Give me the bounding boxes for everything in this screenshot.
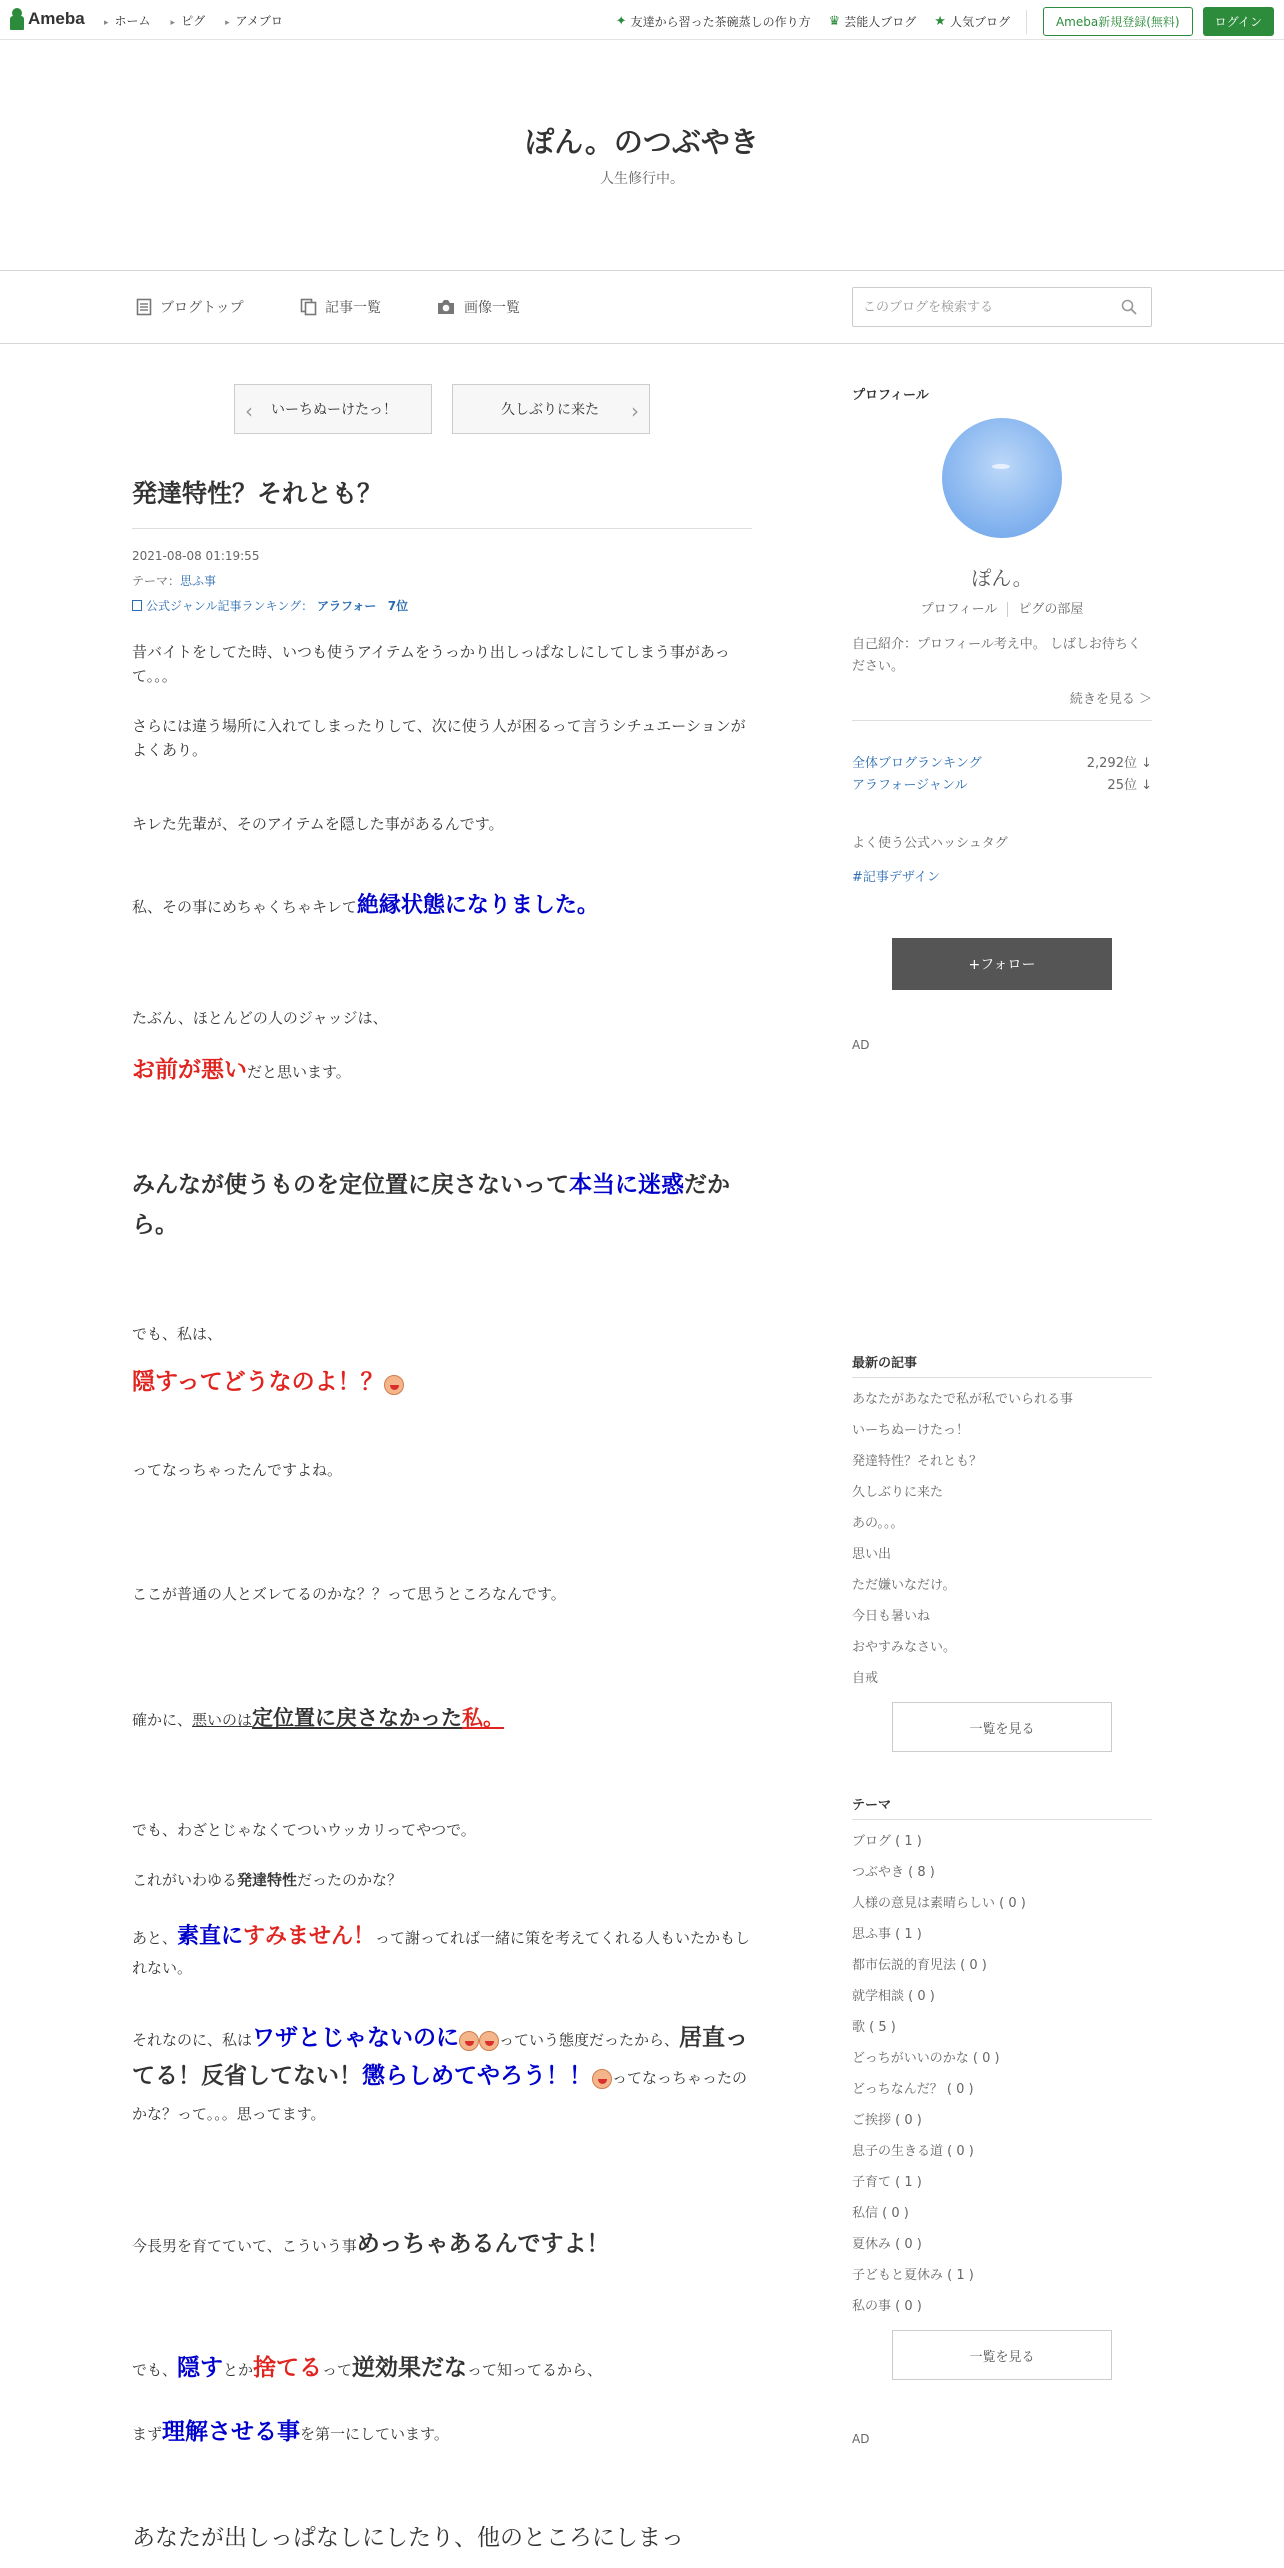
popular-blog-link[interactable] — [934, 13, 1010, 30]
emphasis: お前が悪い — [132, 1057, 247, 1083]
list-item[interactable]: 自戒 — [852, 1671, 879, 1686]
paragraph — [132, 894, 752, 919]
list-item[interactable]: 私の事 ( 0 ) — [852, 2299, 922, 2314]
global-header — [0, 0, 1284, 40]
text: あと、 — [132, 1929, 178, 1947]
follow-button[interactable]: +フォロー — [892, 938, 1112, 990]
list-item[interactable]: 発達特性？それとも？ — [852, 1454, 983, 1469]
list-item[interactable]: 久しぶりに来た — [852, 1485, 944, 1500]
list-item[interactable]: 私信 ( 0 ) — [852, 2206, 909, 2221]
nav-entry-list[interactable] — [300, 297, 381, 317]
list-item[interactable]: つぶやき ( 8 ) — [852, 1865, 935, 1880]
paragraph: キレた先輩が、そのアイテムを隠した事があるんです。 — [132, 815, 504, 833]
logo-text: Ameba — [28, 9, 85, 28]
list-item[interactable]: 人様の意見は素晴らしい ( 0 ) — [852, 1896, 1026, 1911]
emphasis: 懲らしめてやろう！！ — [362, 2063, 592, 2089]
document-icon — [136, 298, 152, 316]
promo-label: 友達から習った茶碗蒸しの作り方 — [630, 15, 811, 29]
blog-nav — [0, 270, 1284, 344]
text: って謝ってれば一緒に策を考えてくれる人もいたかもしれない。 — [132, 1929, 751, 1977]
ranking-rank: 7位 — [387, 599, 409, 613]
nav-entry-list-label: 記事一覧 — [325, 300, 381, 316]
ranking-genre: アラフォー — [316, 599, 377, 613]
read-more-link[interactable]: 続きを見る ＞ — [1069, 692, 1152, 707]
theme-see-all-button[interactable]: 一覧を見る — [892, 2330, 1112, 2380]
theme-heading: テーマ — [852, 1794, 1152, 1820]
profile-name[interactable]: ぽん。 — [971, 566, 1033, 590]
list-item[interactable]: 歌 ( 5 ) — [852, 2020, 896, 2035]
blog-description: 人生修行中。 — [600, 171, 684, 187]
emphasis: 本当に迷惑 — [569, 1172, 684, 1198]
login-button[interactable]: ログイン — [1203, 7, 1274, 36]
divider — [852, 720, 1152, 721]
article-title[interactable]: 発達特性？それとも？ — [132, 474, 752, 529]
text: っていう態度だったから、 — [499, 2031, 680, 2049]
emphasis: 発達特性 — [237, 1871, 298, 1889]
list-item[interactable]: ブログ ( 1 ) — [852, 1834, 922, 1849]
recent-entries — [852, 1352, 1152, 1752]
ranking-overall-value: 2,292位 ↓ — [1086, 756, 1152, 771]
emphasis: みんなが使うものを定位置に戻さないって — [132, 1172, 569, 1198]
list-item[interactable]: 子どもと夏休み ( 1 ) — [852, 2268, 974, 2283]
list-item[interactable]: 子育て ( 1 ) — [852, 2175, 922, 2190]
hashtag-heading: よく使う公式ハッシュタグ — [852, 836, 1008, 851]
text: を第一にしています。 — [300, 2425, 449, 2443]
emphasis: 絶縁状態になりました。 — [356, 893, 599, 918]
emphasis: 定位置に戻さなかった — [252, 1706, 463, 1730]
text: だと思います。 — [247, 1063, 351, 1081]
emphasis: めっちゃあるんですよ！ — [356, 2231, 610, 2257]
paragraph — [132, 2420, 752, 2446]
theme-link[interactable]: 思ふ事 — [180, 574, 217, 588]
list-item[interactable]: 思ふ事 ( 1 ) — [852, 1927, 922, 1942]
nav-blog-top[interactable] — [136, 297, 244, 317]
angry-emoji-icon — [384, 1375, 404, 1395]
emphasis: 捨てる — [253, 2355, 323, 2381]
camera-icon — [436, 299, 456, 315]
emphasis: 素直に — [177, 1924, 244, 1949]
article-meta — [132, 544, 408, 619]
pig-room-link[interactable]: ピグの部屋 — [1007, 602, 1083, 617]
list-item[interactable]: 都市伝説的育児法 ( 0 ) — [852, 1958, 987, 1973]
avatar[interactable] — [942, 418, 1062, 538]
face-emoji-icon — [459, 2031, 479, 2051]
nav-pigg[interactable]: ▸ ピグ — [171, 12, 206, 29]
article-ranking[interactable] — [132, 594, 408, 619]
profile-links — [852, 598, 1152, 617]
emphasis: 隠すってどうなのよ！？ — [132, 1369, 384, 1395]
paragraph — [132, 1868, 752, 1892]
crown-icon: ♛ — [828, 14, 841, 29]
celebrity-blog-link[interactable] — [829, 13, 917, 30]
paragraph: でも、私は、 — [132, 1325, 223, 1343]
text: って知ってるから、 — [467, 2361, 603, 2379]
profile-link[interactable]: プロフィール — [920, 602, 998, 617]
celebrity-blog-label: 芸能人ブログ — [844, 15, 917, 29]
search-input[interactable] — [853, 288, 1103, 326]
sparkle-icon: ✦ — [615, 14, 627, 29]
text: でも、 — [132, 2361, 178, 2379]
list-item[interactable]: 今日も暑いね — [852, 1609, 931, 1624]
ad-label: AD — [852, 1038, 870, 1052]
theme-list — [852, 1794, 1152, 2380]
text: それなのに、私は — [132, 2031, 253, 2049]
list-item[interactable]: どっちがいいのかな ( 0 ) — [852, 2051, 1000, 2066]
emphasis: 居直ってる！反省してない！ — [132, 2025, 749, 2089]
paragraph: たぶん、ほとんどの人のジャッジは、 — [132, 1009, 388, 1027]
popular-blog-label: 人気ブログ — [949, 15, 1010, 29]
ranking-overall[interactable] — [852, 752, 1152, 771]
nav-blog-top-label: ブログトップ — [160, 300, 244, 316]
next-entry-button[interactable] — [452, 384, 650, 434]
hashtag-link[interactable]: #記事デザイン — [852, 870, 940, 885]
article-date: 2021-08-08 01:19:55 — [132, 549, 260, 563]
register-button[interactable]: Ameba新規登録(無料) — [1043, 7, 1193, 36]
list-item[interactable]: どっちなんだ？ ( 0 ) — [852, 2082, 974, 2097]
divider — [1026, 10, 1027, 34]
text: 確かに、 — [132, 1711, 193, 1729]
ameba-logo[interactable] — [10, 8, 85, 30]
ad-label: AD — [852, 2432, 870, 2446]
recent-heading: 最新の記事 — [852, 1352, 1152, 1378]
nav-home[interactable]: ▸ ホーム — [104, 12, 151, 29]
text: 私、その事にめちゃくちゃキレて — [132, 898, 357, 916]
emphasis: ワザとじゃないのに — [252, 2025, 460, 2051]
promo-link[interactable] — [616, 13, 811, 30]
ameba-logo-icon — [10, 8, 24, 30]
prev-entry-label: いーちぬーけたっ！ — [271, 402, 397, 418]
list-item[interactable]: あなたがあなたで私が私でいられる事 — [852, 1392, 1074, 1407]
nav-ameblo[interactable]: ▸ アメブロ — [225, 12, 283, 29]
emphasis: すみません！ — [243, 1924, 376, 1949]
emphasis: 隠す — [177, 2355, 224, 2381]
ranking-genre[interactable] — [852, 774, 1152, 793]
text: とか — [223, 2361, 254, 2379]
paragraph — [132, 1370, 752, 1396]
chevron-right-icon: › — [631, 399, 639, 423]
list-item[interactable]: ただ嫌いなだけ。 — [852, 1578, 956, 1593]
chevron-left-icon: ‹ — [245, 399, 253, 423]
article-theme — [132, 569, 408, 594]
paragraph — [132, 1058, 752, 1084]
paragraph — [132, 1166, 752, 1246]
paragraph: ここが普通の人とズレてるのかな？？って思うところなんです。 — [132, 1585, 566, 1603]
text: ってなっちゃったのかな？って。。。思ってます。 — [132, 2069, 748, 2123]
global-nav — [104, 12, 283, 29]
emphasis: だから。 — [132, 1172, 730, 1238]
paragraph — [132, 2356, 752, 2382]
emphasis: 逆効果だな — [352, 2355, 468, 2381]
paragraph: あなたが出しっぱなしにしたり、他のところにしまっ — [132, 2525, 684, 2551]
emphasis: 理解させる事 — [162, 2419, 301, 2445]
face-emoji-icon — [479, 2031, 499, 2051]
paragraph: でも、わざとじゃなくてついウッカリってやつで。 — [132, 1821, 476, 1839]
theme-label: テーマ： — [132, 574, 181, 588]
prev-entry-button[interactable] — [234, 384, 432, 434]
text: だったのかな？ — [297, 1871, 403, 1889]
profile-intro: 自己紹介：プロフィール考え中。 しばしお待ちください。 — [852, 637, 1141, 674]
paragraph — [132, 1922, 752, 1983]
blog-title[interactable]: ぽん。のつぶやき — [525, 125, 759, 159]
text: これがいわゆる — [132, 1871, 238, 1889]
recent-list — [852, 1384, 1152, 1694]
underlined-text: 悪いのは — [192, 1711, 253, 1729]
ranking-icon — [132, 600, 142, 611]
list-item[interactable]: 思い出 — [852, 1547, 892, 1562]
header-right — [598, 7, 1274, 36]
paragraph — [132, 2020, 752, 2132]
list-item[interactable]: 就学相談 ( 0 ) — [852, 1989, 935, 2004]
star-icon: ★ — [934, 14, 946, 29]
list-item[interactable]: いーちぬーけたっ！ — [852, 1423, 970, 1438]
nav-image-list[interactable] — [436, 297, 520, 317]
paragraph: 昔バイトをしてた時、いつも使うアイテムをうっかり出しっぱなしにしてしまう事があって。。。 — [132, 643, 730, 685]
ranking-genre-value: 25位 ↓ — [1107, 778, 1152, 793]
list-item[interactable]: おやすみなさい。 — [852, 1640, 957, 1655]
list-item[interactable]: 息子の生きる道 ( 0 ) — [852, 2144, 974, 2159]
copy-icon — [300, 298, 317, 316]
ranking-label: 公式ジャンル記事ランキング： — [146, 599, 314, 613]
themes — [852, 1826, 1152, 2322]
profile-heading: プロフィール — [852, 388, 929, 403]
text: って — [322, 2361, 353, 2379]
ranking-overall-label: 全体ブログランキング — [852, 756, 982, 771]
search-icon[interactable] — [1121, 299, 1137, 315]
paragraph — [132, 1706, 752, 1732]
recent-see-all-button[interactable]: 一覧を見る — [892, 1702, 1112, 1752]
text: 今長男を育てていて、こういう事 — [132, 2237, 357, 2255]
list-item[interactable]: あの。。。 — [852, 1516, 904, 1531]
emphasis: 私。 — [462, 1706, 505, 1730]
nav-image-list-label: 画像一覧 — [464, 300, 520, 316]
paragraph: さらには違う場所に入れてしまったりして、次に使う人が困るって言うシチュエーションがよくあり。 — [132, 717, 746, 759]
angry-emoji-icon — [592, 2069, 612, 2089]
list-item[interactable]: 夏休み ( 0 ) — [852, 2237, 922, 2252]
paragraph: ってなっちゃったんですよね。 — [132, 1461, 343, 1479]
blog-search — [852, 287, 1152, 327]
next-entry-label: 久しぶりに来た — [501, 402, 599, 418]
list-item[interactable]: ご挨拶 ( 0 ) — [852, 2113, 922, 2128]
blog-header — [0, 40, 1284, 270]
entry-pager — [234, 384, 650, 434]
paragraph — [132, 2232, 752, 2258]
text: まず — [132, 2425, 163, 2443]
ranking-genre-label: アラフォージャンル — [852, 778, 968, 793]
